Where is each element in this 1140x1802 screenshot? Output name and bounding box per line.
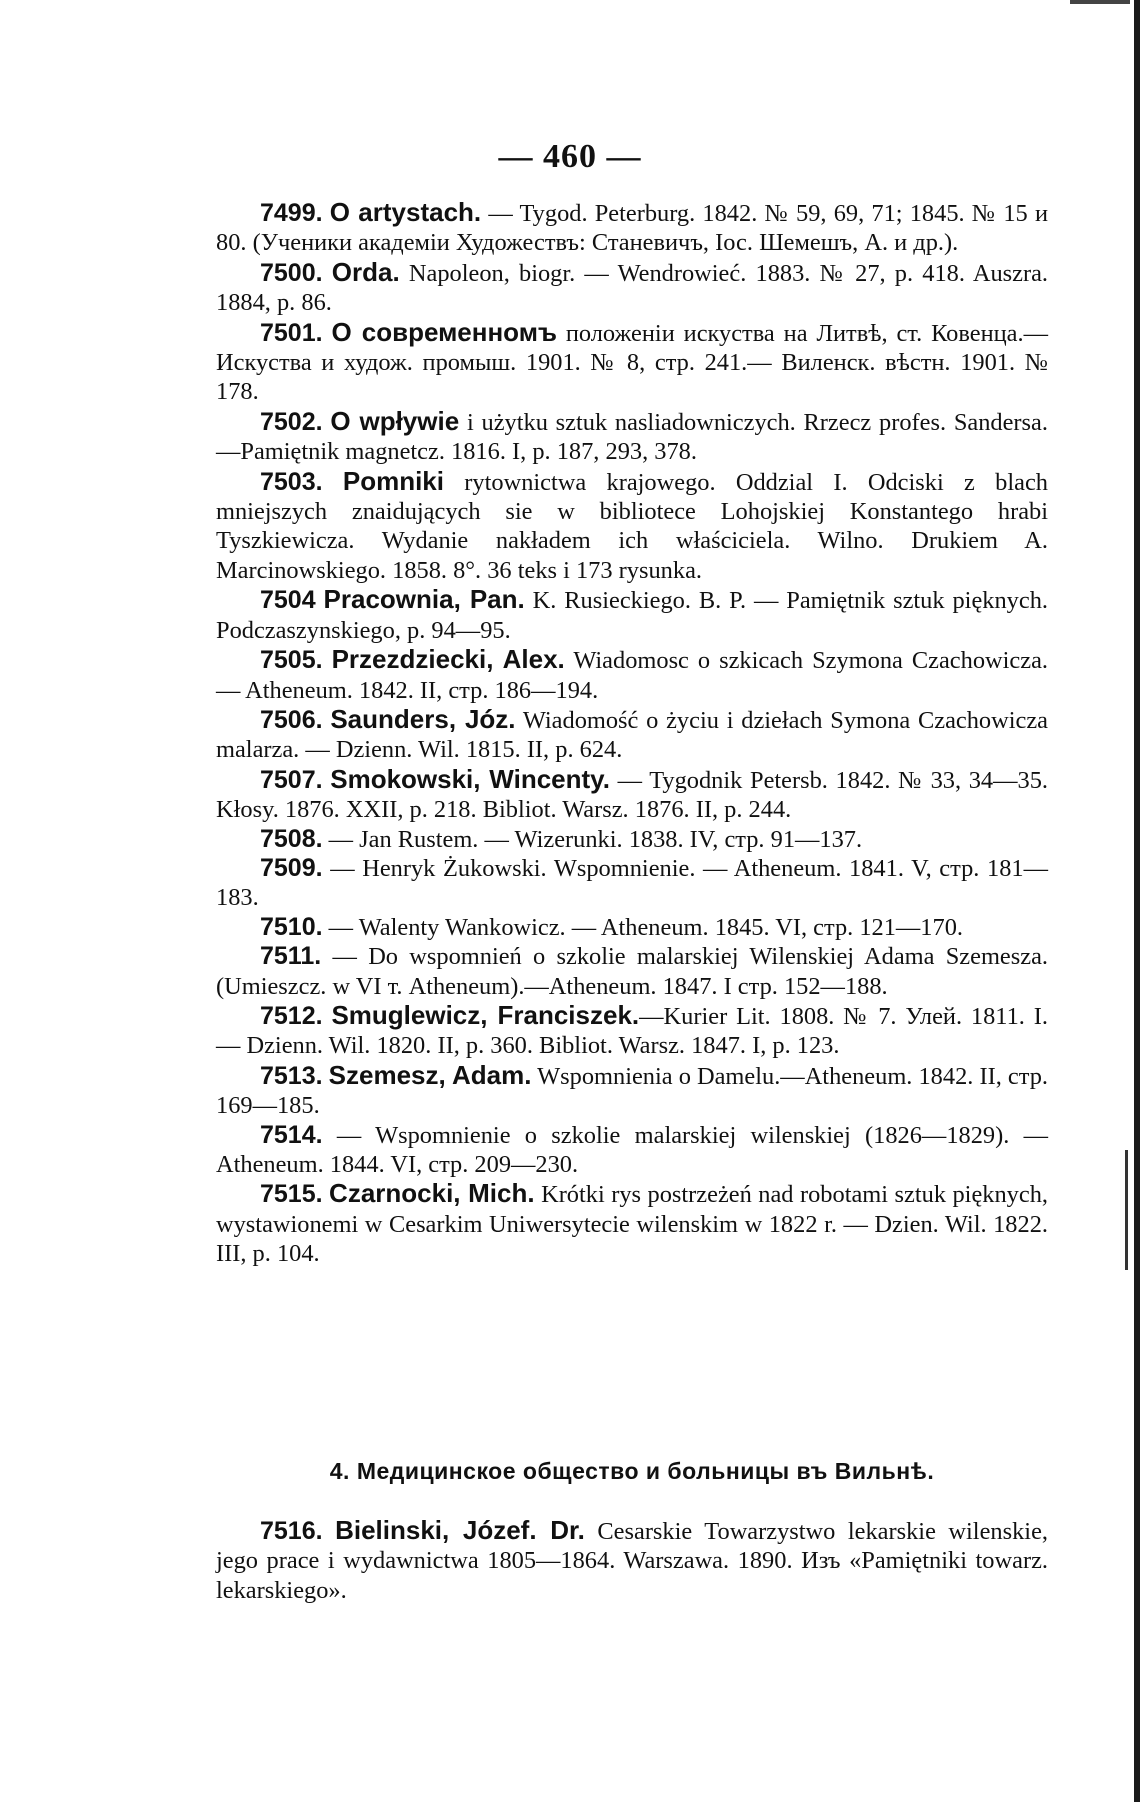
bibliography-entry [216,1179,1048,1268]
bibliography-entry [216,1516,1048,1605]
entry-number: 7514. [260,1120,323,1149]
entry-text: Krótki rys postrzeżeń nad robotami sztuk pięknych, wystawionemi w Cesarkim Uniwersytecie wilenskim w 1822 r. — Dzien. Wil. 1822. III, p. 104. [216,1181,1048,1268]
page-number: — 460 — [498,138,642,175]
scan-artifact [1070,0,1130,4]
entry-text: Wiadomosc o szkicach Szymona Czachowicza. — Atheneum. 1842. II, стр. 186—194. [216,647,1048,704]
entry-number: 7513. [260,1061,323,1090]
bibliography-entry [216,854,1048,913]
bibliography-entry [216,467,1048,586]
entry-text: положеніи искуства на Литвѣ, ст. Ковенца.—Искуства и худож. промыш. 1901. № 8, стр. 241.— Виленск. вѣстн. 1901. № 178. [216,319,1048,406]
entry-heading: Smuglewicz, Franciszek. [331,999,640,1030]
entry-heading: О современномъ [331,316,557,347]
entry-number: 7509. [260,853,323,882]
bibliography-entry [216,258,1048,318]
bibliography-entry [216,1121,1048,1180]
entry-heading: Saunders, Józ. [330,703,516,734]
entry-number: 7505. [260,646,323,675]
entry-number: 7500. [260,258,323,287]
entry-text: i użytku sztuk nasliadowniczych. Rrzecz profes. Sandersa.—Pamiętnik magnetcz. 1816. I, p. 187, 293, 378. [216,408,1048,466]
entry-number: 7516. [260,1517,323,1545]
entry-heading: Czarnocki, Mich. [329,1178,535,1209]
bibliography-entry [216,825,1048,854]
entry-list-2 [216,1516,1048,1605]
entry-text: — Jan Rustem. — Wizerunki. 1838. IV, стр. 91—137. [328,825,863,853]
entry-heading: Pomniki [342,465,444,496]
bibliography-entry [216,1001,1048,1061]
entry-text: —Kurier Lit. 1808. № 7. Улей. 1811. I. — Dzienn. Wil. 1820. II, p. 360. Bibliot. Warsz. 1847. I, p. 123. [216,1002,1048,1060]
entry-number: 7507. [260,765,323,794]
bibliography-entry [216,198,1048,258]
entry-text: K. Rusieckiego. B. P. — Pamiętnik sztuk pięknych. Podczaszynskiego, p. 94—95. [216,587,1048,644]
entry-number: 7512. [260,1001,323,1030]
entry-heading: Szemesz, Adam. [328,1059,532,1090]
entry-number: 7515. [260,1180,323,1209]
entry-heading: Przezdziecki, Alex. [331,644,565,675]
entry-number: 7511. [260,942,322,971]
bibliography-entry [216,645,1048,705]
entry-number: 7503. [260,467,323,496]
entry-number: 7502. [260,407,323,436]
section-title: 4. Медицинское общество и больницы въ Вильнѣ. [329,1458,935,1484]
entry-text: — Walenty Wankowicz. — Atheneum. 1845. VI, стр. 121—170. [328,913,963,941]
entry-text: Wiadomość o życiu i dziełach Symona Czachowicza malarza. — Dzienn. Wil. 1815. II, p. 624. [216,706,1048,764]
entry-list [216,198,1048,1269]
entry-heading: O wpływie [330,405,460,436]
entry-number: 7508. [260,824,323,853]
entry-text: Cesarskie Towarzystwo lekarskie wilenskie, jego prace i wydawnictwa 1805—1864. Warszawa. 1890. Изъ «Pamiętniki towarz. lekarskiego». [216,1518,1048,1604]
entry-text: — Henryk Żukowski. Wspomnienie. — Atheneum. 1841. V, стр. 181—183. [216,854,1048,912]
entry-text: — Tygodnik Petersb. 1842. № 33, 34—35. Kłosy. 1876. XXII, p. 218. Bibliot. Warsz. 1876. II, p. 244. [216,766,1048,824]
bibliography-entry [216,407,1048,467]
bibliography-entry [216,318,1048,407]
entry-heading: O artystach. [329,197,482,227]
entry-number: 7506. [260,705,323,734]
bibliography-entry [216,942,1048,1001]
entry-number: 7504 [260,586,316,615]
entry-text: — Tygod. Peterburg. 1842. № 59, 69, 71; 1845. № 15 и 80. (Ученики академіи Художествъ: Станевичъ, Іос. Шемешъ, А. и др.). [216,200,1048,257]
bibliography-entry [216,913,1048,942]
entry-heading: Pracownia, Pan. [323,584,525,615]
bibliography-entry [216,1061,1048,1121]
entry-heading: Smokowski, Wincenty. [330,763,610,794]
entry-text: — Do wspomnień o szkolie malarskiej Wilenskiej Adama Szemesza. (Umieszcz. w VI т. Atheneum).—Atheneum. 1847. I стр. 152—188. [216,943,1048,1000]
entry-text: rytownictwa krajowego. Oddzial I. Odciski z blach mniejszych znaidujących sie w bibliotece Lohojskiej Konstantego hrabi Tyszkiewicza. Wydanie nakładem ich właściciela. Wilno. Drukiem A. Marcinowskiego. 1858. 8°. 36 teks i 173 rysunka. [216,468,1048,584]
bibliography-entry [216,585,1048,645]
entry-text: — Wspomnienie o szkolie malarskiej wilenskiej (1826—1829). — Atheneum. 1844. VI, стр. 209—230. [216,1121,1048,1178]
entry-text: Wspomnienia o Damelu.—Atheneum. 1842. II, стр. 169—185. [216,1062,1048,1120]
entry-number: 7501. [260,318,323,347]
scan-artifact [1125,1150,1128,1270]
bibliography-entry [216,765,1048,825]
entry-heading: Bielinski, Józef. Dr. [335,1515,585,1545]
entry-heading: Orda. [331,256,400,287]
bibliography-entry [216,705,1048,765]
entry-text: Napoleon, biogr. — Wendrowieć. 1883. № 27, p. 418. Auszra. 1884, p. 86. [216,259,1048,317]
scan-edge [1134,0,1140,1802]
entry-number: 7510. [260,912,323,941]
entry-number: 7499. [260,199,323,227]
